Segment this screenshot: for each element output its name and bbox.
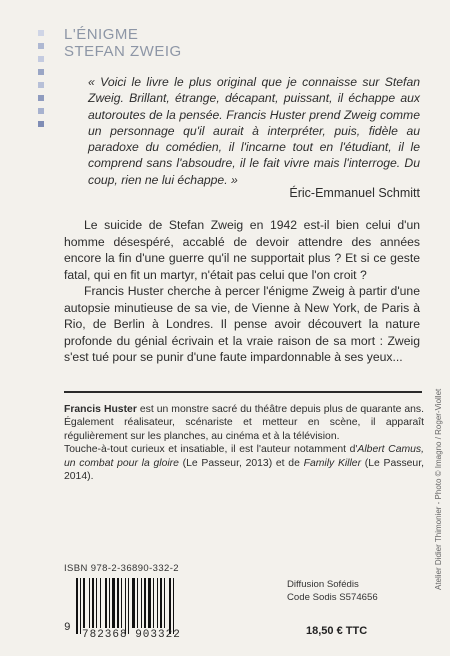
review-quote: « Voici le livre le plus original que je connaisse sur Stefan Zweig. Brillant, étrange, décapant, puissant, il échappe aux autoroutes de la pensée. Francis Huster prend Zweig comme un personnage qu'il aurait à interpréter, puis, fidèle au paradoxe du comédien, il l'incarne tout en l'étudiant, il le comprend sans l'absoudre, il le fait vivre mais l'interroge. Du coup, rien ne lui échappe. » (88, 75, 420, 187)
barcode-bar (112, 578, 115, 628)
barcode-bar (141, 578, 142, 628)
distribution-line-1: Diffusion Sofédis (287, 579, 359, 590)
decor-square (38, 56, 44, 62)
decor-square (38, 82, 44, 88)
barcode-bar (157, 578, 158, 628)
title-line-1: L'ÉNIGME (64, 26, 139, 43)
barcode (64, 578, 194, 641)
bio-text-2a: Touche-à-tout curieux et insatiable, il est l'auteur notamment d' (64, 444, 358, 456)
decor-square (38, 108, 44, 114)
title-line-2: STEFAN ZWEIG (64, 43, 182, 60)
barcode-bar (83, 578, 85, 628)
barcode-bar (89, 578, 90, 628)
distribution-line-2: Code Sodis S574656 (287, 592, 378, 603)
author-name: Francis Huster (64, 404, 137, 415)
book-title (64, 26, 182, 60)
barcode-bar (121, 578, 122, 628)
barcode-bar (173, 578, 174, 634)
bio-book-2: Family Killer (303, 457, 362, 469)
bio-paragraph-1 (64, 403, 424, 443)
decor-square (38, 69, 44, 75)
barcode-bar (80, 578, 81, 634)
photo-credit: Atelier Didier Thimonier - Photo © Imagno / Roger-Viollet (434, 388, 443, 590)
barcode-bar (96, 578, 97, 628)
barcode-digits: 782368 903322 (82, 629, 181, 641)
bio-book-1: Albert Camus, un combat pour la gloire (64, 444, 424, 469)
decor-square (38, 121, 44, 127)
barcode-bar (148, 578, 151, 628)
section-divider (64, 391, 422, 393)
price: 18,50 € TTC (306, 625, 368, 637)
distribution-info (287, 578, 378, 604)
decorative-squares (38, 30, 52, 134)
barcode-bar (132, 578, 135, 628)
barcode-bar (128, 578, 129, 634)
barcode-bar (109, 578, 110, 628)
bio-paragraph-2 (64, 443, 424, 483)
barcode-bars (76, 578, 191, 628)
book-summary (64, 217, 420, 366)
barcode-bar (125, 578, 126, 634)
quote-author: Éric-Emmanuel Schmitt (289, 186, 420, 200)
barcode-bar (137, 578, 138, 628)
summary-paragraph-2: Francis Huster cherche à percer l'énigme Zweig à partir d'une autopsie minutieuse de sa vie, de Vienne à New York, de Paris à Rio, de Berlin à Londres. Il pense avoir découvert la nature profonde du génial écrivain et la vraie raison de sa mort : Zweig s'est tué pour se punir d'une faute impardonnable à ses yeux... (64, 284, 420, 364)
bio-text-1: est un monstre sacré du théâtre depuis plus de quarante ans. Également réalisateur, scénariste et metteur en scène, il apparaît régulièrement sur les planches, au cinéma et à la télévision. (64, 404, 424, 442)
barcode-lead-digit: 9 (64, 622, 71, 634)
barcode-bar (105, 578, 107, 628)
author-bio (64, 403, 424, 483)
barcode-bar (117, 578, 119, 628)
summary-paragraph-1: Le suicide de Stefan Zweig en 1942 est-il bien celui d'un homme désespéré, accablé de devoir attendre des années encore la fin d'une guerre qu'il ne supportait plus ? Et si ce geste fatal, qui en fit un martyr, n'était pas celui que l'on croit ? (64, 218, 420, 282)
barcode-bar (164, 578, 165, 628)
barcode-bar (169, 578, 171, 634)
barcode-bar (100, 578, 101, 628)
barcode-bar (160, 578, 162, 628)
barcode-bar (92, 578, 94, 628)
decor-square (38, 43, 44, 49)
bio-text-2c: (Le Passeur, 2014). (64, 457, 424, 483)
barcode-bar (144, 578, 146, 628)
barcode-bar (153, 578, 154, 628)
isbn: ISBN 978-2-36890-332-2 (64, 563, 179, 574)
bio-text-2b: (Le Passeur, 2013) et de (178, 457, 304, 469)
decor-square (38, 95, 44, 101)
barcode-bar (76, 578, 78, 634)
decor-square (38, 30, 44, 36)
